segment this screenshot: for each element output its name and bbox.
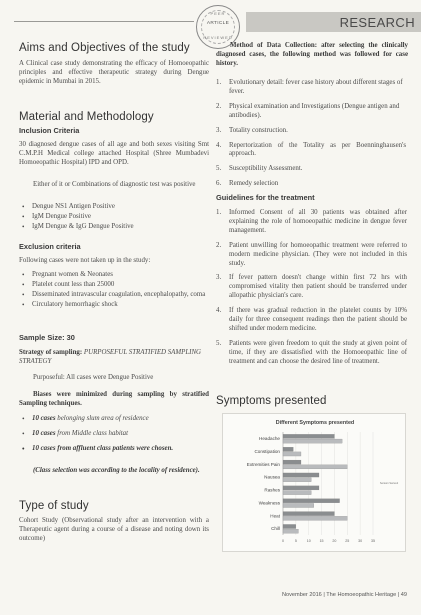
stratum-desc: from Middle class habitat	[57, 429, 129, 437]
bar-2	[283, 503, 314, 507]
page-header	[14, 11, 415, 40]
category-label: Constipation	[254, 448, 280, 454]
bar-1	[283, 524, 296, 528]
symptoms-heading: Symptoms presented	[216, 395, 327, 407]
exclusion-heading: Exclusion criteria	[19, 242, 81, 251]
guidelines-heading: Guidelines for the treatment	[216, 193, 315, 202]
method-text: Repertorization of the Totality as per Boenninghausen's approach.	[229, 141, 406, 158]
inclusion-heading: Inclusion Criteria	[19, 126, 80, 135]
inclusion-text: 30 diagnosed dengue cases of all age and both sexes visiting Smt C.M.P.H Medical college attached Hospital (Shree Mumbadevi Homoeopathic Hospital) IPD and OPD.	[19, 141, 209, 166]
guideline-num: 3.	[216, 274, 222, 282]
method-num: 4.	[216, 141, 222, 149]
bar-1	[283, 499, 340, 503]
bar-2	[283, 478, 311, 482]
method-list	[216, 79, 406, 189]
x-tick-label: 30	[358, 539, 363, 543]
section-tab	[246, 12, 421, 32]
x-tick-label: 10	[306, 539, 311, 543]
symptoms-chart	[222, 413, 406, 552]
category-label: Chill	[271, 526, 280, 532]
x-tick-label: 15	[319, 539, 324, 543]
sampling-strategy	[19, 349, 209, 367]
method-text: Physical examination and Investigations (Dengue antigen and antibodies).	[229, 102, 400, 119]
bar-1	[283, 486, 319, 490]
method-num: 6.	[216, 180, 222, 188]
method-text: Susceptibility Assessment.	[229, 165, 303, 173]
method-text: Evolutionary detail: fever case history about different stages of fever.	[229, 79, 403, 95]
positive-item: • IgM Dengue & IgG Dengue Positive	[19, 223, 209, 232]
bar-2	[283, 439, 342, 443]
category-label: Weakness	[258, 500, 280, 506]
guideline-text: Patient unwilling for homoeopathic treatment were referred to modern medicine physician. (They were not included in this study.	[229, 241, 407, 267]
material-methodology-heading: Material and Methodology	[19, 111, 154, 123]
header-rule	[14, 21, 194, 22]
method-item	[216, 142, 406, 160]
x-tick-label: 35	[371, 539, 375, 543]
method-num: 3.	[216, 126, 222, 134]
guideline-item	[216, 340, 407, 367]
method-item	[216, 180, 406, 189]
legend-text: Series1 Series2	[379, 482, 399, 485]
x-tick-label: 0	[282, 539, 284, 543]
bar-1	[283, 434, 334, 438]
bar-2	[283, 516, 347, 520]
guideline-num: 1.	[216, 209, 222, 216]
guideline-item	[216, 307, 407, 334]
exclusion-item: • Platelet count less than 25000	[19, 281, 209, 290]
positive-list	[19, 203, 209, 232]
method-item	[216, 79, 406, 97]
category-label: Headache	[259, 436, 280, 442]
bar-1	[283, 447, 293, 451]
category-label: Extremities Pain	[246, 461, 280, 467]
positive-item: • Dengue NS1 Antigen Positive	[19, 203, 209, 212]
guideline-item	[216, 209, 407, 236]
bar-2	[283, 529, 298, 533]
stratum-item	[19, 445, 209, 454]
category-label: Rashes	[264, 487, 280, 493]
chart-title: Different Symptoms presented	[275, 420, 355, 426]
method-item	[216, 165, 406, 174]
method-heading: Method of Data Collection: after selecting the clinically diagnosed cases, the following method was followed for case history.	[216, 42, 408, 67]
method-item	[216, 103, 406, 121]
exclusion-item: • Circulatory hemorrhagic shock	[19, 301, 209, 310]
bar-2	[283, 465, 347, 469]
type-of-study-text: Cohort Study (Observational study after an intervention with a Therapeutic agent during a course of a disease and noting down its outcome)	[19, 517, 209, 542]
method-num: 1.	[216, 79, 222, 86]
symptoms-chart-svg	[223, 414, 407, 553]
guideline-text: If there was gradual reduction in the platelet counts by 10% daily for three consequent readings then the patient should be shifted under modern medicine.	[229, 307, 407, 332]
exclusion-intro: Following cases were not taken up in the study:	[19, 257, 151, 264]
bar-1	[283, 473, 319, 477]
guideline-item	[216, 274, 407, 301]
guidelines-list	[216, 209, 407, 367]
stratum-count: 10 cases	[32, 444, 56, 452]
method-item	[216, 127, 406, 136]
guideline-num: 4.	[216, 307, 222, 315]
guideline-num: 2.	[216, 241, 222, 249]
positive-item: • IgM Dengue Positive	[19, 213, 209, 222]
purposeful-text: Purposeful: All cases were Dengue Positive	[33, 374, 154, 381]
stratum-item	[19, 415, 209, 424]
sample-size: Sample Size: 30	[19, 333, 75, 342]
category-label: Heat	[270, 513, 280, 519]
exclusion-item: • Pregnant women & Neonates	[19, 271, 209, 280]
method-text: Totality construction.	[229, 126, 288, 134]
aims-text: A Clinical case study demonstrating the efficacy of Homoeopathic principles and effective therapeutic strategy during Dengue epidemic in Mumbai in 2015.	[19, 60, 209, 85]
exclusion-list	[19, 271, 209, 310]
x-tick-label: 5	[294, 539, 297, 543]
bar-2	[283, 491, 311, 495]
badge-main-text: ARTICLE	[206, 21, 230, 26]
guideline-item	[216, 242, 407, 269]
strategy-label: Strategy of sampling:	[19, 349, 83, 356]
stratum-count: 10 cases	[32, 415, 56, 422]
method-num: 2.	[216, 102, 222, 110]
stratum-item	[19, 430, 209, 439]
stratum-count: 10 cases	[32, 429, 56, 437]
guideline-num: 5.	[216, 339, 222, 347]
guideline-text: If fever pattern doesn't change within first 72 hrs with compromised vitality then patient should be transferred under allopathic physician's care.	[229, 274, 407, 300]
x-tick-label: 20	[332, 539, 337, 543]
strata-list	[19, 415, 209, 454]
bar-1	[283, 512, 334, 516]
method-num: 5.	[216, 165, 222, 173]
guideline-text: Informed Consent of all 30 patients was obtained after explaining the role of homoeopathic medicine in dengue fever management.	[229, 209, 407, 234]
badge-bottom-text: REVIEWED	[203, 35, 233, 40]
page-footer: November 2016 | The Homoeopathic Heritage | 49	[281, 592, 407, 598]
either-text: Either of it or Combinations of diagnostic test was positive	[33, 181, 196, 188]
exclusion-item: • Disseminated intravascular coagulation, encephalopathy, coma	[19, 291, 209, 300]
category-label: Nausea	[264, 474, 280, 480]
section-label: RESEARCH	[339, 15, 415, 30]
class-note: (Class selection was according to the locality of residence).	[33, 467, 200, 474]
strategy-value: PURPOSEFUL STRATIFIED SAMPLING STRATEGY	[19, 349, 202, 365]
guideline-text: Patients were given freedom to quit the study at given point of time, if they are dissatisfied with the Homoeopathic line of treatment and can choose the desired line of treatment.	[229, 339, 407, 365]
badge-top-text: PEER	[210, 11, 226, 16]
bar-1	[283, 460, 301, 464]
stratum-desc: from affluent class patients were chosen.	[57, 444, 174, 452]
biases-text: Biases were minimized during sampling by stratified Sampling techniques.	[19, 391, 209, 407]
method-text: Remedy selection	[229, 180, 279, 188]
stratum-desc: belonging slum area of residence	[57, 415, 149, 422]
type-of-study-heading: Type of study	[19, 500, 89, 512]
aims-heading: Aims and Objectives of the study	[19, 42, 190, 54]
bar-2	[283, 452, 301, 456]
x-tick-label: 25	[345, 539, 350, 543]
